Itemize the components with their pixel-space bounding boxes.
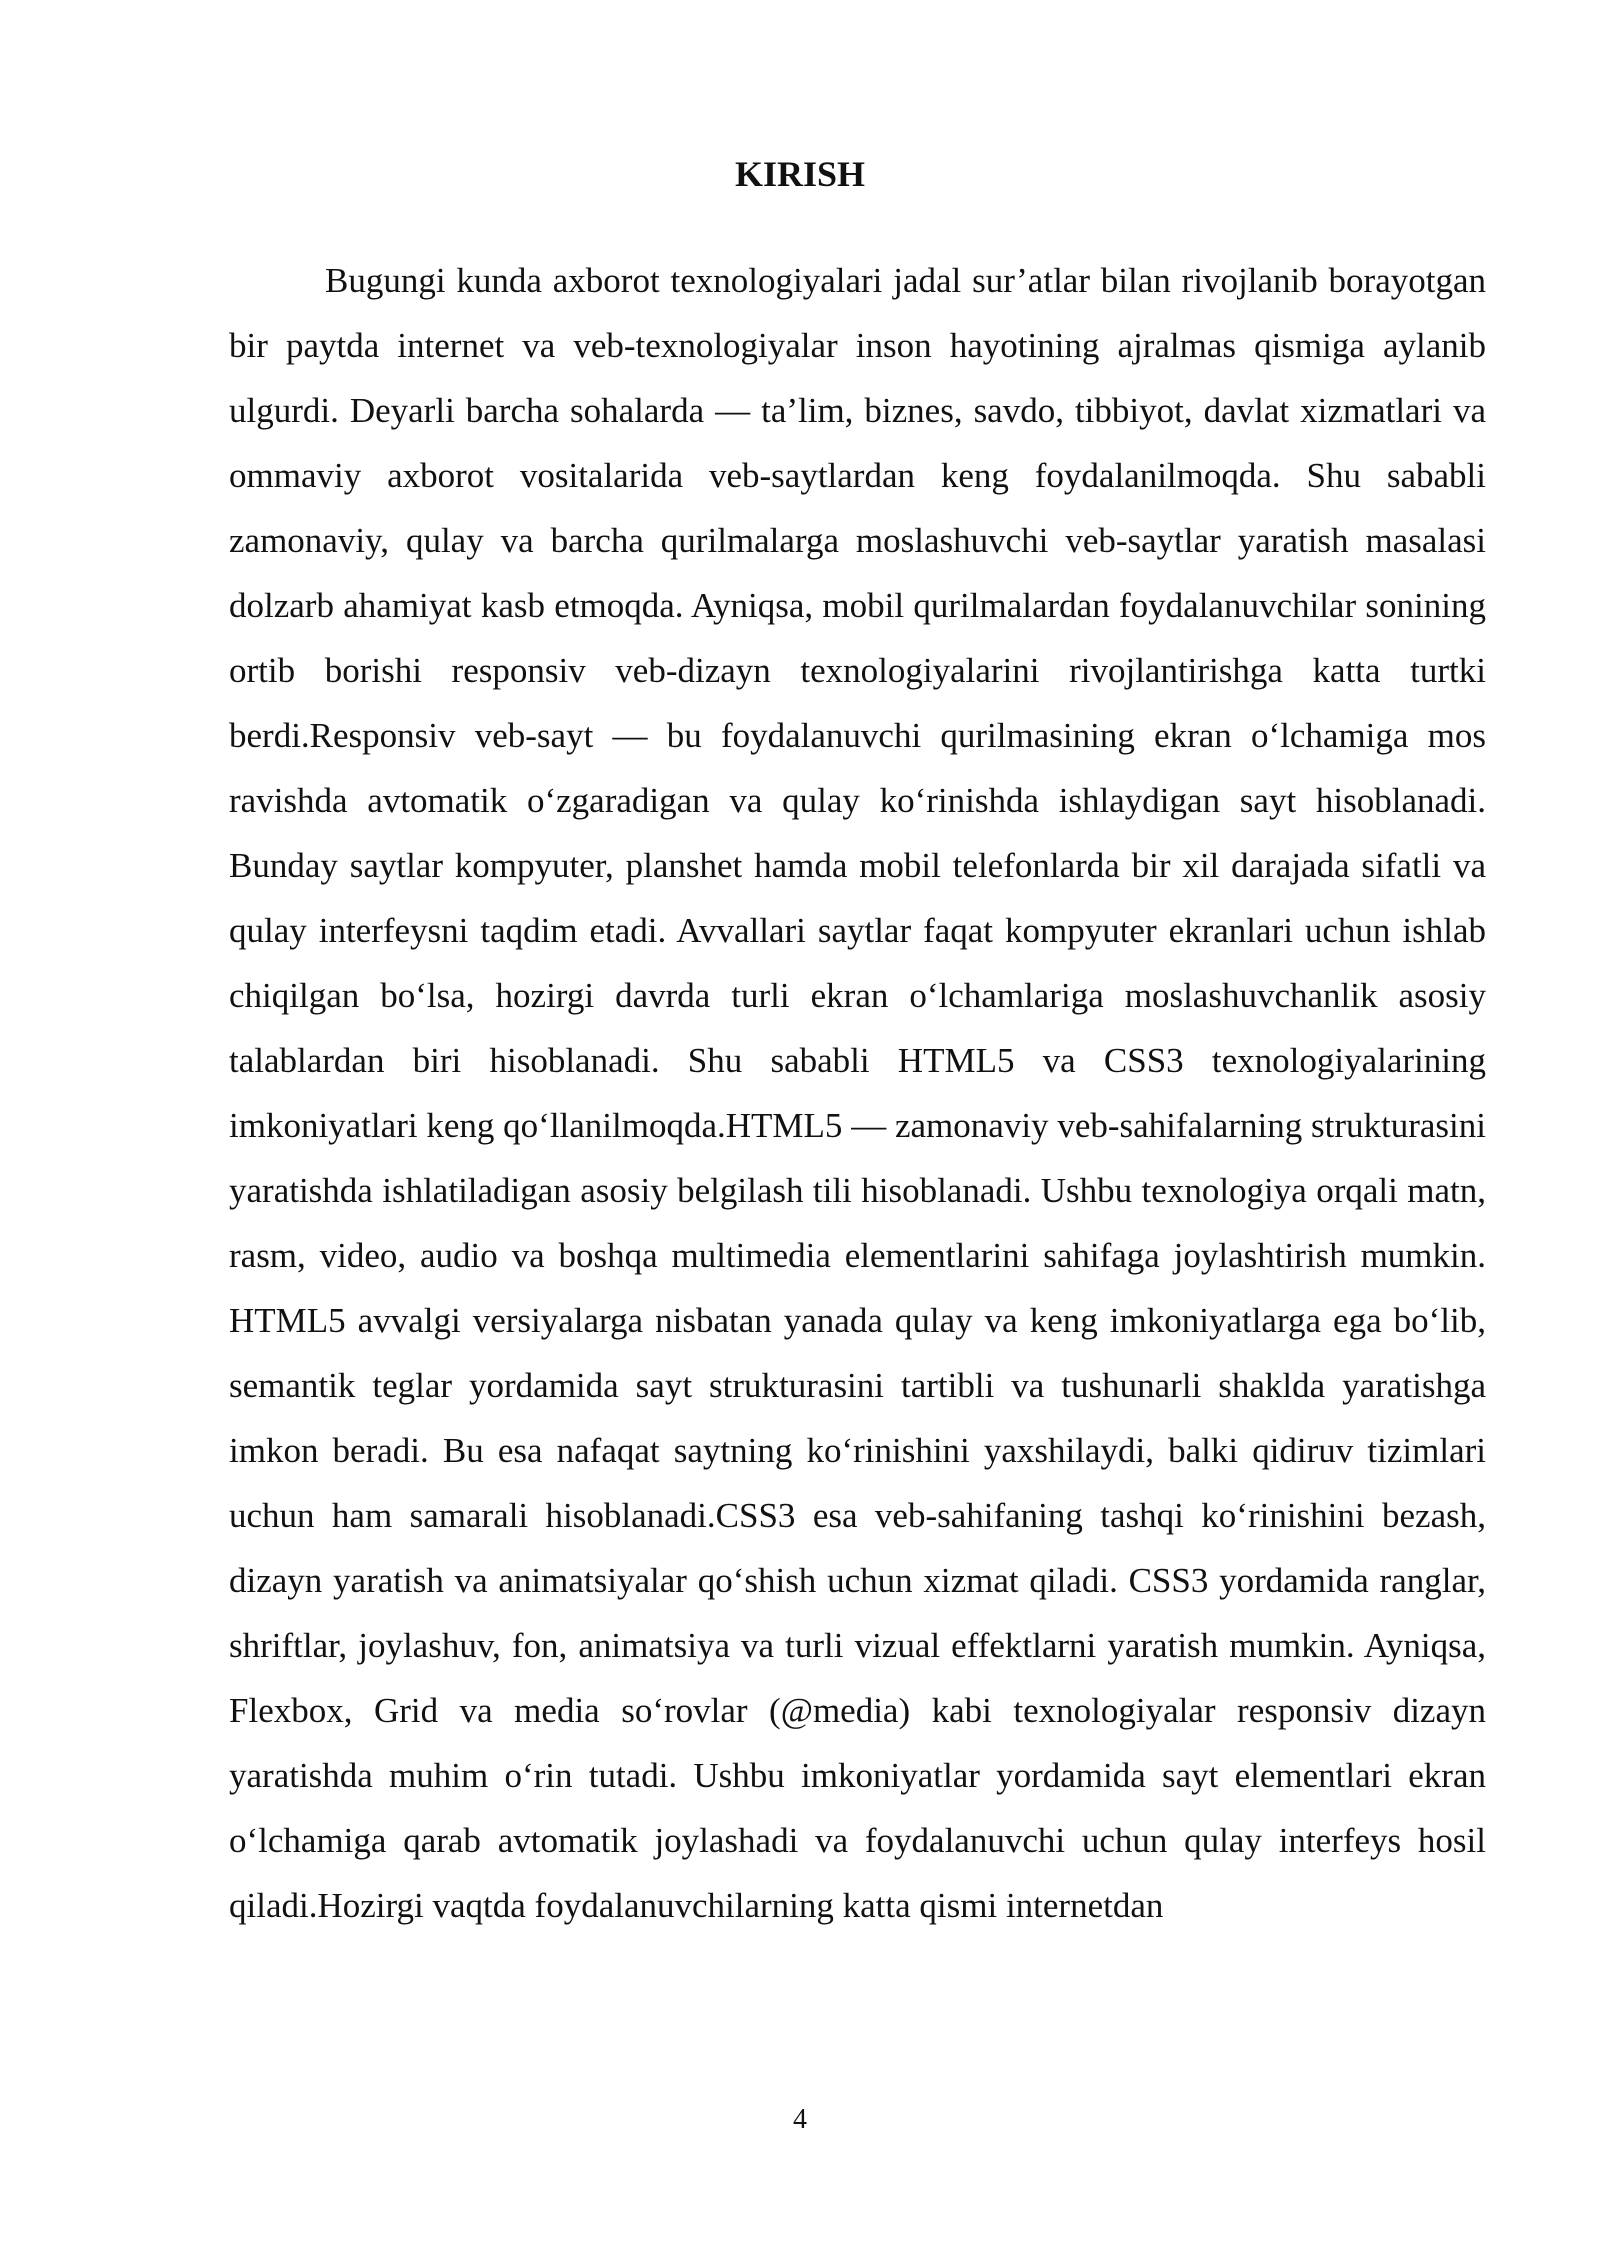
section-title: KIRISH — [734, 154, 866, 194]
page-number: 4 — [793, 2104, 807, 2135]
body-paragraph: Bugungi kunda axborot texnologiyalari jadal sur’atlar bilan rivojlanib borayotgan bir paytda internet va veb-texnologiyalar inson hayotining ajralmas qismiga aylanib ulgurdi. Deyarli barcha sohalarda — ta’lim, biznes, savdo, tibbiyot, davlat xizmatlari va ommaviy axborot vositalarida veb-saytlardan keng foydalanilmoqda. Shu sababli zamonaviy, qulay va barcha qurilmalarga moslashuvchi veb-saytlar yaratish masalasi dolzarb ahamiyat kasb etmoqda. Ayniqsa, mobil qurilmalardan foydalanuvchilar sonining ortib borishi responsiv veb-dizayn texnologiyalarini rivojlantirishga katta turtki berdi.Responsiv veb-sayt — bu foydalanuvchi qurilmasining ekran o‘lchamiga mos ravishda avtomatik o‘zgaradigan va qulay ko‘rinishda ishlaydigan sayt hisoblanadi. Bunday saytlar kompyuter, planshet hamda mobil telefonlarda bir xil darajada sifatli va qulay interfeysni taqdim etadi. Avvallari saytlar faqat kompyuter ekranlari uchun ishlab chiqilgan bo‘lsa, hozirgi davrda turli ekran o‘lchamlariga moslashuvchanlik asosiy talablardan biri hisoblanadi. Shu sababli HTML5 va CSS3 texnologiyalarining imkoniyatlari keng qo‘llanilmoqda.HTML5 — zamonaviy veb-sahifalarning strukturasini yaratishda ishlatiladigan asosiy belgilash tili hisoblanadi. Ushbu texnologiya orqali matn, rasm, video, audio va boshqa multimedia elementlarini sahifaga joylashtirish mumkin. HTML5 avvalgi versiyalarga nisbatan yanada qulay va keng imkoniyatlarga ega bo‘lib, semantik teglar yordamida sayt strukturasini tartibli va tushunarli shaklda yaratishga imkon beradi. Bu esa nafaqat saytning ko‘rinishini yaxshilaydi, balki qidiruv tizimlari uchun ham samarali hisoblanadi.CSS3 esa veb-sahifaning tashqi ko‘rinishini bezash, dizayn yaratish va animatsiyalar qo‘shish uchun xizmat qiladi. CSS3 yordamida ranglar, shriftlar, joylashuv, fon, animatsiya va turli vizual effektlarni yaratish mumkin. Ayniqsa, Flexbox, Grid va media so‘rovlar (@media) kabi texnologiyalar responsiv dizayn yaratishda muhim o‘rin tutadi. Ushbu imkoniyatlar yordamida sayt elementlari ekran o‘lchamiga qarab avtomatik joylashadi va foydalanuvchi uchun qulay interfeys hosil qiladi.Hozirgi vaqtda foydalanuvchilarning katta qismi internetdan — [229, 261, 1486, 1925]
